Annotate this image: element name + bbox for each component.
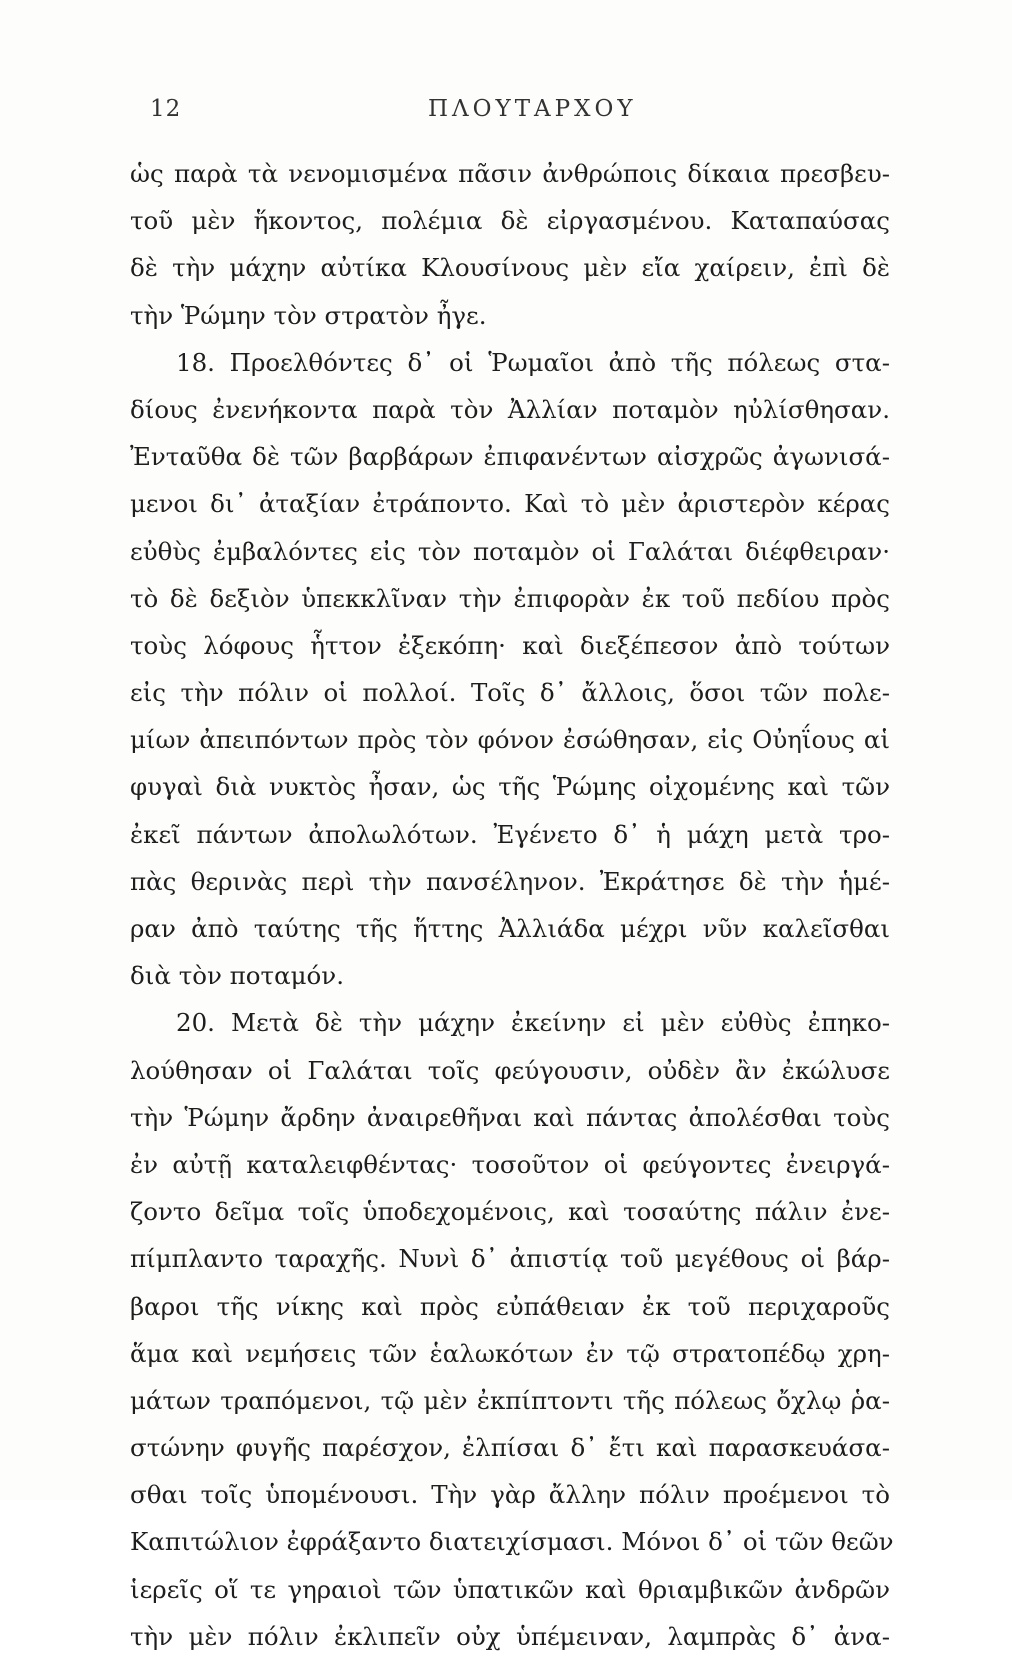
page-number: 12	[150, 96, 182, 122]
text-line: μίων ἀπειπόντων πρὸς τὸν φόνον ἐσώθησαν, εἰς Οὐηΐους αἱ	[130, 725, 890, 755]
section-start-line: 18. Προελθόντες δ᾽ οἱ Ῥωμαῖοι ἀπὸ τῆς πόλεως στα-	[176, 347, 890, 377]
body-text	[130, 150, 894, 1660]
running-head	[150, 96, 890, 132]
text-line: τὴν μὲν πόλιν ἐκλιπεῖν οὐχ ὑπέμειναν, λαμπρὰς δ᾽ ἀνα-	[130, 1621, 890, 1651]
text-line: μάτων τραπόμενοι, τῷ μὲν ἐκπίπτοντι τῆς πόλεως ὄχλῳ ῥα-	[130, 1385, 890, 1415]
text-line: μενοι δι᾽ ἀταξίαν ἐτράποντο. Καὶ τὸ μὲν ἀριστερὸν κέρας	[130, 489, 890, 519]
text-line: τοὺς λόφους ἧττον ἐξεκόπη· καὶ διεξέπεσον ἀπὸ τούτων	[130, 630, 890, 660]
text-line: τὴν Ῥώμην τὸν στρατὸν ἦγε.	[130, 300, 487, 330]
text-line: πὰς θερινὰς περὶ τὴν πανσέληνον. Ἐκράτησε δὲ τὴν ἡμέ-	[130, 866, 890, 896]
text-line: Ἐνταῦθα δὲ τῶν βαρβάρων ἐπιφανέντων αἰσχρῶς ἀγωνισά-	[130, 442, 890, 472]
text-line: φυγαὶ διὰ νυκτὸς ἦσαν, ὡς τῆς Ῥώμης οἰχομένης καὶ τῶν	[130, 772, 890, 802]
text-line: ἅμα καὶ νεμήσεις τῶν ἑαλωκότων ἐν τῷ στρατοπέδῳ χρη-	[130, 1338, 890, 1368]
text-line: βαροι τῆς νίκης καὶ πρὸς εὐπάθειαν ἐκ τοῦ περιχαροῦς	[130, 1291, 890, 1321]
text-line: διὰ τὸν ποταμόν.	[130, 961, 344, 991]
text-line: ραν ἀπὸ ταύτης τῆς ἥττης Ἀλλιάδα μέχρι νῦν καλεῖσθαι	[130, 914, 890, 943]
text-line: στώνην φυγῆς παρέσχον, ἐλπίσαι δ᾽ ἔτι καὶ παρασκευάσα-	[130, 1433, 890, 1463]
text-line: ἐν αὐτῇ καταλειφθέντας· τοσοῦτον οἱ φεύγοντες ἐνειργά-	[130, 1149, 890, 1179]
text-line: λούθησαν οἱ Γαλάται τοῖς φεύγουσιν, οὐδὲν ἂν ἐκώλυσε	[130, 1055, 890, 1085]
text-line: σθαι τοῖς ὑπομένουσι. Τὴν γὰρ ἄλλην πόλιν προέμενοι τὸ	[130, 1480, 890, 1510]
text-line: ὡς παρὰ τὰ νενομισμένα πᾶσιν ἀνθρώποις δίκαια πρεσβευ-	[130, 159, 890, 188]
text-line: τὴν Ῥώμην ἄρδην ἀναιρεθῆναι καὶ πάντας ἀπολέσθαι τοὺς	[130, 1102, 890, 1132]
text-line: ἐκεῖ πάντων ἀπολωλότων. Ἐγένετο δ᾽ ἡ μάχη μετὰ τρο-	[130, 819, 890, 849]
text-line: Καπιτώλιον ἐφράξαντο διατειχίσμασι. Μόνοι δ᾽ οἱ τῶν θεῶν	[130, 1527, 894, 1557]
text-line: τοῦ μὲν ἥκοντος, πολέμια δὲ εἰργασμένου. Καταπαύσας	[130, 206, 890, 236]
text-line: ἱερεῖς οἵ τε γηραιοὶ τῶν ὑπατικῶν καὶ θριαμβικῶν ἀνδρῶν	[130, 1574, 890, 1604]
text-line: εἰς τὴν πόλιν οἱ πολλοί. Τοῖς δ᾽ ἄλλοις, ὅσοι τῶν πολε-	[130, 678, 890, 708]
text-line: εὐθὺς ἐμβαλόντες εἰς τὸν ποταμὸν οἱ Γαλάται διέφθειραν·	[130, 536, 890, 566]
running-title: ΠΛΟΥΤΑΡΧΟΥ	[428, 96, 637, 122]
text-line: ζοντο δεῖμα τοῖς ὑποδεχομένοις, καὶ τοσαύτης πάλιν ἐνε-	[130, 1197, 890, 1227]
text-line: τὸ δὲ δεξιὸν ὑπεκκλῖναν τὴν ἐπιφορὰν ἐκ τοῦ πεδίου πρὸς	[130, 583, 890, 613]
text-line: δίους ἐνενήκοντα παρὰ τὸν Ἀλλίαν ποταμὸν ηὐλίσθησαν.	[130, 394, 890, 424]
text-line: πίμπλαντο ταραχῆς. Νυνὶ δ᾽ ἀπιστίᾳ τοῦ μεγέθους οἱ βάρ-	[130, 1244, 890, 1274]
text-line: δὲ τὴν μάχην αὐτίκα Κλουσίνους μὲν εἴα χαίρειν, ἐπὶ δὲ	[130, 253, 890, 283]
section-start-line: 20. Μετὰ δὲ τὴν μάχην ἐκείνην εἰ μὲν εὐθὺς ἐπηκο-	[176, 1008, 890, 1038]
